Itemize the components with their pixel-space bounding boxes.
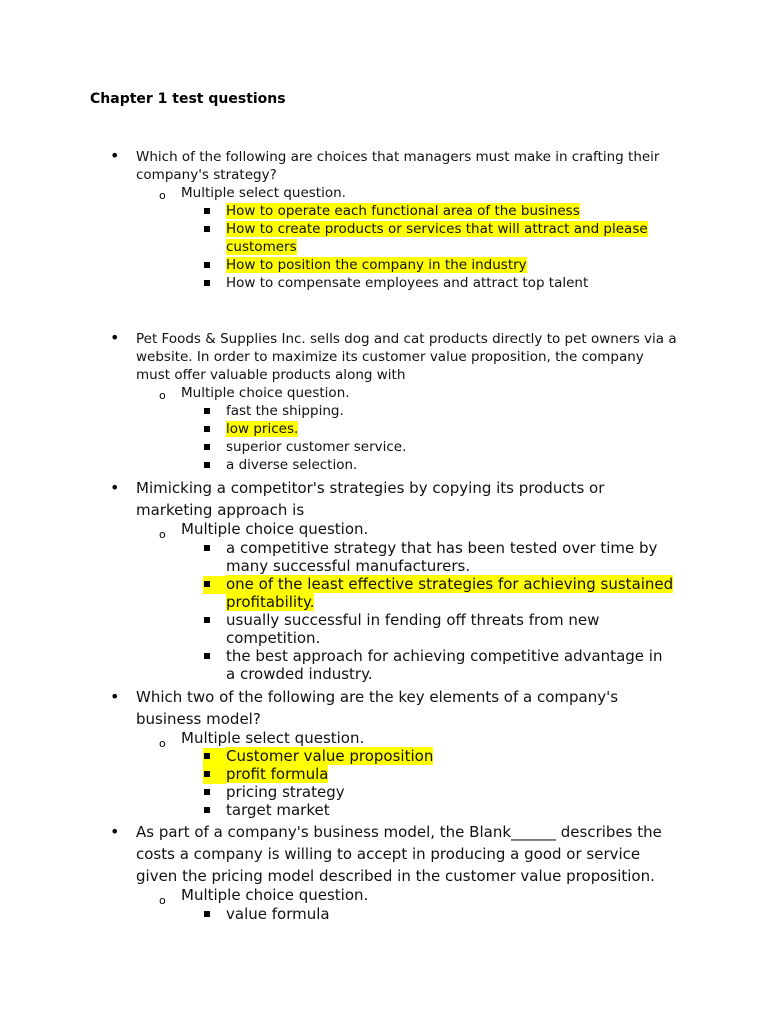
- option-text: pricing strategy: [226, 783, 345, 801]
- option-text: target market: [226, 801, 330, 819]
- bullet-circle: o: [159, 894, 166, 907]
- option-text: low prices.: [226, 421, 299, 437]
- option-1: [226, 539, 666, 575]
- bullet-dot: •: [110, 687, 120, 706]
- bullet-square: [204, 617, 210, 623]
- option-1: [226, 747, 681, 765]
- question-text: Pet Foods & Supplies Inc. sells dog and cat products directly to pet owners via a website. In order to maximize its customer value proposition, the company must offer valuable products along with: [136, 331, 677, 383]
- option-1: [226, 202, 681, 220]
- bullet-square: [204, 545, 210, 551]
- bullet-square: [204, 771, 210, 777]
- option-text: a competitive strategy that has been tested over time by many successful manufacturers.: [226, 539, 658, 575]
- bullet-circle: o: [159, 189, 166, 202]
- option-text: a diverse selection.: [226, 457, 358, 473]
- option-3: [226, 256, 681, 274]
- option-2: [226, 575, 681, 611]
- question-text: As part of a company's business model, the Blank______ describes the costs a company is willing to accept in producing a good or service given the pricing model described in the customer value proposition.: [136, 823, 662, 885]
- bullet-square: [204, 280, 210, 286]
- bullet-square: [204, 408, 210, 414]
- bullet-dot: •: [110, 146, 120, 165]
- bullet-circle: o: [159, 737, 166, 750]
- option-1: [226, 905, 681, 923]
- bullet-square: [204, 262, 210, 268]
- option-4: [226, 801, 681, 819]
- option-text: value formula: [226, 905, 330, 923]
- option-2: [226, 420, 681, 438]
- question-type: Multiple select question.: [181, 729, 365, 747]
- bullet-square: [204, 581, 210, 587]
- option-4: [226, 274, 681, 292]
- bullet-square: [204, 911, 210, 917]
- bullet-square: [204, 226, 210, 232]
- option-text: Customer value proposition: [226, 747, 434, 765]
- bullet-square: [204, 789, 210, 795]
- option-3: [226, 438, 681, 456]
- page-title: Chapter 1 test questions: [90, 91, 286, 107]
- bullet-square: [204, 426, 210, 432]
- option-text: superior customer service.: [226, 439, 407, 455]
- option-1: [226, 402, 681, 420]
- question-text: Which two of the following are the key elements of a company's business model?: [136, 688, 619, 728]
- bullet-dot: •: [110, 478, 120, 497]
- bullet-square: [204, 462, 210, 468]
- option-text: How to compensate employees and attract top talent: [226, 275, 589, 291]
- option-text: How to position the company in the industry: [226, 257, 527, 273]
- bullet-circle: o: [159, 389, 166, 402]
- bullet-dot: •: [110, 822, 120, 841]
- bullet-circle: o: [159, 528, 166, 541]
- bullet-square: [204, 753, 210, 759]
- option-3: [226, 783, 681, 801]
- option-text: How to create products or services that will attract and please customers: [226, 221, 648, 255]
- option-text: usually successful in fending off threats from new competition.: [226, 611, 600, 647]
- option-text: How to operate each functional area of the business: [226, 203, 580, 219]
- bullet-square: [204, 807, 210, 813]
- option-3: [226, 611, 626, 647]
- option-4: [226, 456, 681, 474]
- question-type: Multiple select question.: [181, 185, 346, 201]
- option-text: one of the least effective strategies for achieving sustained profitability.: [226, 575, 674, 611]
- option-text: the best approach for achieving competitive advantage in a crowded industry.: [226, 647, 663, 683]
- bullet-square: [204, 208, 210, 214]
- question-text: Which of the following are choices that managers must make in crafting their company's strategy?: [136, 149, 660, 183]
- bullet-square: [204, 444, 210, 450]
- option-text: profit formula: [226, 765, 329, 783]
- option-2: [226, 220, 666, 256]
- option-text: fast the shipping.: [226, 403, 344, 419]
- option-2: [226, 765, 681, 783]
- question-type: Multiple choice question.: [181, 385, 350, 401]
- bullet-dot: •: [110, 328, 120, 347]
- question-type: Multiple choice question.: [181, 520, 369, 538]
- question-text: Mimicking a competitor's strategies by copying its products or marketing approach is: [136, 479, 605, 519]
- option-4: [226, 647, 671, 683]
- question-type: Multiple choice question.: [181, 886, 369, 904]
- bullet-square: [204, 653, 210, 659]
